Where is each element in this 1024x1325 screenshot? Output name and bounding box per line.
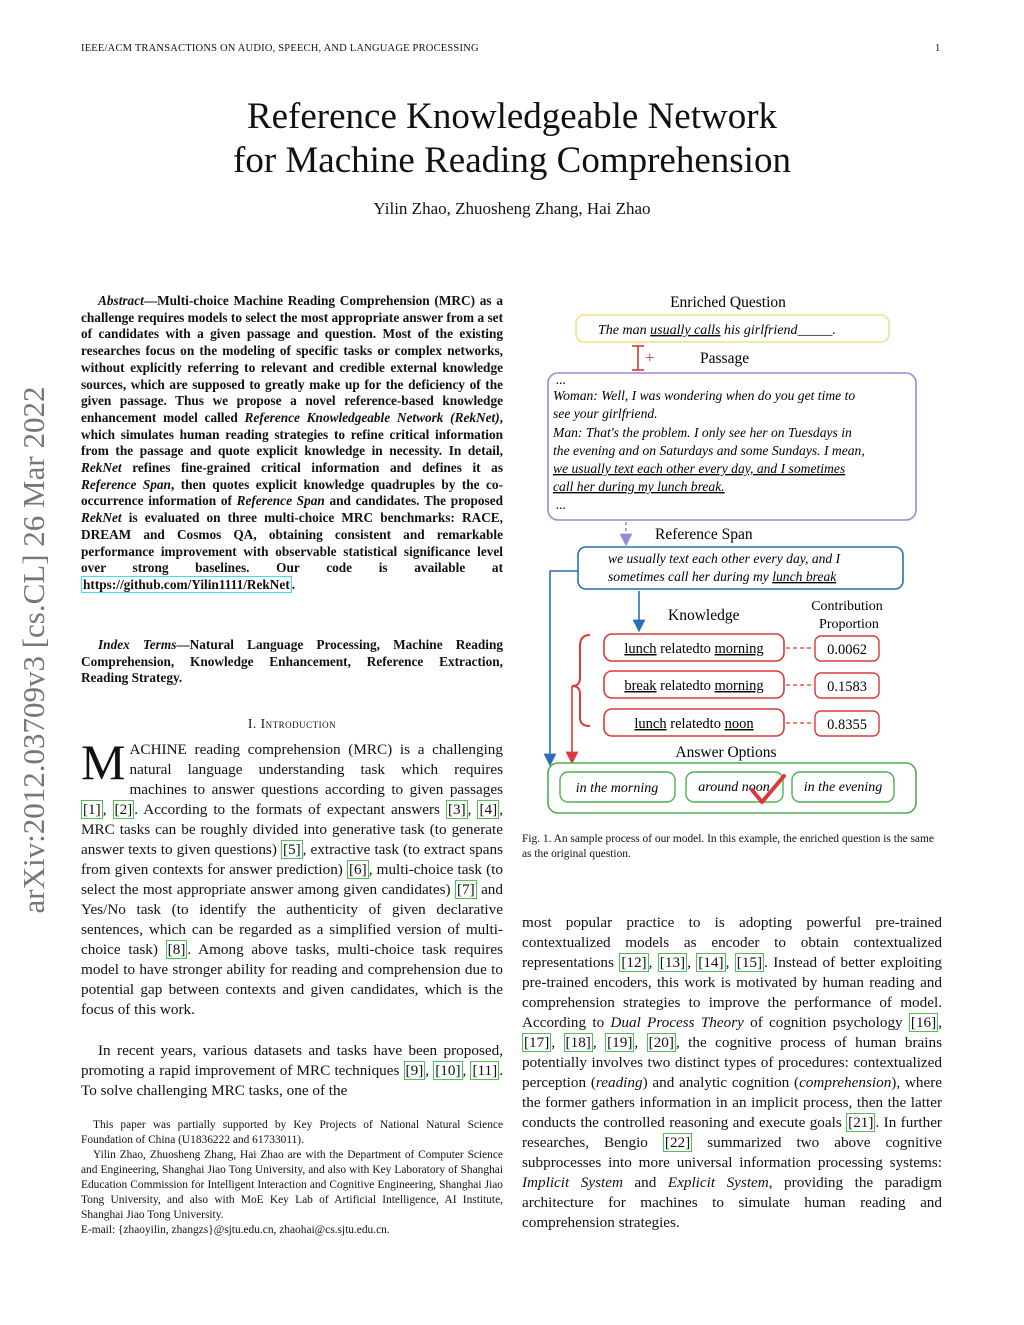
footnote-email: E-mail: {zhaoyilin, zhangzs}@sjtu.edu.cn, zhaohai@cs.sjtu.edu.cn. bbox=[81, 1224, 390, 1236]
passage-label: Passage bbox=[700, 350, 750, 367]
abstract-text: is evaluated on three multi-choice MRC benchmarks: RACE, DREAM and Cosmos QA, obtaining consistent and remarkable performance improvement with observable statistical significance level over strong baselines. Our code is available at bbox=[81, 510, 503, 576]
proportion-label: Proportion bbox=[819, 617, 879, 632]
reference-span-term: Reference Span bbox=[236, 493, 325, 509]
model-short-name: RekNet bbox=[81, 510, 122, 526]
dual-process-theory-term: Dual Process Theory bbox=[610, 1014, 744, 1031]
paragraph-text: , MRC tasks can be roughly divided into generative task (to generate answer texts to given questions) bbox=[81, 801, 503, 858]
citation-link[interactable]: [18] bbox=[565, 1034, 591, 1051]
abstract-text: Multi-choice Machine Reading Comprehension (MRC) as a challenge requires models to select the most appropriate answer from a set of candidates with a given passage and question. Most of the existing researches focus on the modeling of specific tasks or complex networks, without explicitly referring to relevant and credible external knowledge sources, which are supposed to greatly make up for the deficiency of the given passage. Thus we propose a novel reference-based knowledge enhancement model called bbox=[81, 293, 503, 425]
section-number: I. bbox=[247, 716, 257, 731]
footnotes bbox=[81, 1118, 503, 1238]
citation-link[interactable]: [17] bbox=[524, 1034, 550, 1051]
paragraph-text: , bbox=[592, 1034, 606, 1051]
passage-line: Man: That's the problem. I only see her on Tuesdays in bbox=[553, 425, 852, 440]
citation-link[interactable]: [13] bbox=[659, 954, 686, 971]
paragraph-text: , bbox=[425, 1062, 434, 1079]
paragraph-text: , bbox=[462, 1062, 471, 1079]
passage-line-highlight: call her during my lunch break. bbox=[553, 479, 725, 494]
abstract-text: , then quotes explicit knowledge quadruples by the co-occurrence information of bbox=[81, 476, 503, 509]
footnote-affiliation: Yilin Zhao, Zhuosheng Zhang, Hai Zhao are with the Department of Computer Science and Engineering, Shanghai Jiao Tong University, and also with Key Laboratory of Shanghai Education Commission for Intelligent Interaction and Cognitive Engineering, Shanghai Jiao Tong University, and also with MoE Key Lab of Artificial Intelligence, AI Institute, Shanghai Jiao Tong University. bbox=[81, 1149, 503, 1221]
citation-link[interactable]: [6] bbox=[349, 861, 367, 878]
paragraph-text: , bbox=[551, 1034, 564, 1051]
enriched-question-text: The man usually calls his girlfriend_____. bbox=[598, 323, 837, 338]
model-short-name: RekNet bbox=[81, 460, 122, 476]
reference-span-line-2: sometimes call her during my lunch break bbox=[608, 569, 837, 584]
model-name: Reference Knowledgeable Network (RekNet) bbox=[244, 409, 500, 425]
index-terms-dash: — bbox=[176, 637, 190, 652]
paragraph-text: . According to the formats of expectant answers bbox=[134, 801, 446, 818]
knowledge-row bbox=[604, 634, 879, 661]
paragraph-text: , extractive task (to extract spans from given contexts for answer prediction) bbox=[81, 841, 503, 878]
passage-line: Woman: Well, I was wondering when do you get time to bbox=[553, 388, 856, 403]
citation-link[interactable]: [8] bbox=[167, 941, 186, 958]
span-to-answers-arrow bbox=[550, 571, 578, 760]
index-terms bbox=[81, 637, 503, 687]
abstract-text: . bbox=[291, 576, 296, 592]
paragraph-text: and Yes/No task (to identify the authenticity of given declarative sentences, which can be regarded as a simplified version of multi-choice task) bbox=[81, 881, 503, 958]
contribution-value: 0.8355 bbox=[827, 717, 867, 733]
paragraph-text: , providing the paradigm architecture for machines to simulate human reading and comprehension strategies. bbox=[522, 1174, 943, 1231]
citation-link[interactable]: [22] bbox=[664, 1134, 691, 1151]
enriched-question-label: Enriched Question bbox=[670, 294, 786, 311]
paragraph-text: summarized two above cognitive subprocesses into more universal information processing systems: bbox=[522, 1134, 942, 1171]
reading-term: reading bbox=[595, 1074, 643, 1091]
drop-cap: M bbox=[81, 734, 126, 790]
paper-title bbox=[0, 95, 1024, 183]
citation-link[interactable]: [12] bbox=[621, 954, 647, 971]
arxiv-id: arXiv:2012.03709v3 [cs.CL] 26 Mar 2022 bbox=[16, 386, 51, 914]
abstract bbox=[81, 293, 503, 594]
section-title: Introduction bbox=[260, 716, 337, 731]
citation-link[interactable]: [11] bbox=[472, 1062, 498, 1079]
comprehension-term: comprehension bbox=[799, 1074, 892, 1091]
contribution-label: Contribution bbox=[811, 599, 883, 614]
implicit-system-term: Implicit System bbox=[522, 1174, 623, 1191]
index-terms-text: Natural Language Processing, Machine Reading Comprehension, Knowledge Enhancement, Reference Extraction, Reading Strategy. bbox=[81, 637, 503, 686]
intro-paragraph-continued bbox=[522, 913, 942, 1233]
knowledge-triple: lunch relatedto morning bbox=[624, 641, 764, 657]
passage-line: ... bbox=[556, 372, 567, 387]
authors: Yilin Zhao, Zhuosheng Zhang, Hai Zhao bbox=[373, 199, 651, 218]
citation-link[interactable]: [2] bbox=[114, 801, 133, 818]
index-terms-label: Index Terms bbox=[98, 637, 177, 652]
paragraph-text: . To solve challenging MRC tasks, one of the bbox=[81, 1062, 503, 1099]
figure-1 bbox=[522, 288, 942, 828]
citation-link[interactable]: [21] bbox=[848, 1114, 874, 1131]
passage-line: the evening and on Saturdays and some Sundays. I mean, bbox=[553, 443, 865, 458]
reference-span-line-1: we usually text each other every day, and I bbox=[608, 551, 841, 566]
paragraph-text: . Among above tasks, multi-choice task requires model to have stronger ability for reading and comprehension due to potential gap between contexts and given candidates, which is the focus of this work. bbox=[81, 941, 504, 1018]
knowledge-brace bbox=[572, 635, 590, 726]
paragraph-text: In recent years, various datasets and tasks have been proposed, promoting a rapid improvement of MRC techniques bbox=[81, 1042, 503, 1079]
paragraph-text: , bbox=[102, 801, 113, 818]
explicit-system-term: Explicit System bbox=[667, 1174, 769, 1191]
abstract-text: , which simulates human reading strategies to refine critical information from the passage and quote explicit knowledge in necessity. In detail, bbox=[81, 409, 503, 459]
knowledge-triple: lunch relatedto noon bbox=[634, 716, 754, 732]
paragraph-text: ), where the former gathers information in an implicit process, then the latter conducts the controlled reasoning and execute goals bbox=[522, 1074, 942, 1131]
paragraph-text: , multi-choice task (to select the most appropriate answer among given candidates) bbox=[81, 861, 503, 898]
answer-option-text: in the morning bbox=[575, 781, 659, 796]
passage-line: ... bbox=[556, 497, 567, 512]
paragraph-text: . Instead of better exploiting pre-trained encoders, this work is motivated by human reading and comprehension strategies to improve the performance of model. According to bbox=[522, 954, 943, 1031]
citation-link[interactable]: [7] bbox=[456, 881, 475, 898]
citation-link[interactable]: [3] bbox=[447, 801, 466, 818]
paragraph-text: and bbox=[622, 1174, 668, 1191]
paragraph-text: most popular practice to is adopting powerful pre-trained contextualized models as encoder to obtain contextualized representations bbox=[522, 914, 942, 971]
paragraph-text: , the cognitive process of human brains potentially involves two distinct types of procedures: contextualized perception ( bbox=[522, 1034, 943, 1091]
figure-caption: Fig. 1. An sample process of our model. In this example, the enriched question is the same as the original question. bbox=[522, 833, 934, 860]
citation-link[interactable]: [10] bbox=[435, 1062, 461, 1079]
knowledge-row bbox=[604, 671, 879, 698]
citation-link[interactable]: [9] bbox=[405, 1062, 424, 1079]
intro-paragraph-2 bbox=[81, 1041, 503, 1101]
paragraph-text: , bbox=[938, 1014, 942, 1031]
title-line-1: Reference Knowledgeable Network bbox=[246, 96, 778, 137]
passage-line-highlight: we usually text each other every day, and I sometimes bbox=[553, 461, 846, 476]
paragraph-text: . In further researches, Bengio bbox=[522, 1114, 942, 1151]
abstract-dash: — bbox=[143, 293, 158, 308]
plus-sign: + bbox=[645, 348, 655, 367]
citation-link[interactable]: [4] bbox=[479, 801, 498, 818]
paragraph-text: of cognition psychology bbox=[743, 1014, 909, 1031]
passage-line: see your girlfriend. bbox=[553, 406, 658, 421]
citation-link[interactable]: [5] bbox=[282, 841, 301, 858]
citation-link[interactable]: [19] bbox=[607, 1034, 633, 1051]
code-link[interactable]: https://github.com/Yilin1111/RekNet bbox=[83, 576, 290, 592]
knowledge-triple: break relatedto morning bbox=[624, 678, 764, 694]
knowledge-row bbox=[604, 709, 879, 736]
contribution-value: 0.0062 bbox=[827, 642, 867, 658]
section-heading bbox=[81, 716, 503, 732]
contribution-value: 0.1583 bbox=[827, 679, 867, 695]
paragraph-text: ACHINE reading comprehension (MRC) is a challenging natural language understanding task which requires machines to answer questions according to given passages bbox=[129, 741, 503, 798]
footnote-funding: This paper was partially supported by Key Projects of National Natural Science Foundation of China (U1836222 and 61733011). bbox=[81, 1119, 503, 1146]
abstract-label: Abstract bbox=[98, 293, 144, 308]
answer-options-label: Answer Options bbox=[675, 744, 777, 761]
abstract-text: and candidates. The proposed bbox=[324, 493, 503, 509]
reference-span-label: Reference Span bbox=[655, 526, 753, 543]
arxiv-stamp bbox=[14, 350, 54, 950]
citation-link[interactable]: [20] bbox=[648, 1034, 674, 1051]
paragraph-text: , bbox=[725, 954, 735, 971]
knowledge-label: Knowledge bbox=[668, 607, 740, 624]
abstract-text: refines fine-grained critical information and defines it as bbox=[121, 460, 503, 476]
paragraph-text: , bbox=[648, 954, 658, 971]
citation-link[interactable]: [1] bbox=[83, 801, 101, 818]
intro-paragraph-1 bbox=[81, 734, 504, 1020]
answer-option-text: around noon bbox=[698, 780, 770, 795]
journal-header: IEEE/ACM TRANSACTIONS ON AUDIO, SPEECH, AND LANGUAGE PROCESSING bbox=[81, 43, 479, 54]
citation-link[interactable]: [15] bbox=[736, 954, 763, 971]
answer-option-text: in the evening bbox=[803, 780, 883, 795]
paragraph-text: , bbox=[634, 1034, 647, 1051]
page-number: 1 bbox=[935, 43, 941, 54]
paragraph-text: , bbox=[467, 801, 478, 818]
citation-link[interactable]: [14] bbox=[698, 954, 724, 971]
reference-span-term: Reference Span bbox=[81, 476, 171, 492]
citation-link[interactable]: [16] bbox=[910, 1014, 937, 1031]
paragraph-text: , bbox=[687, 954, 697, 971]
paragraph-text: ) and analytic cognition ( bbox=[642, 1074, 800, 1091]
title-line-2: for Machine Reading Comprehension bbox=[233, 140, 791, 181]
